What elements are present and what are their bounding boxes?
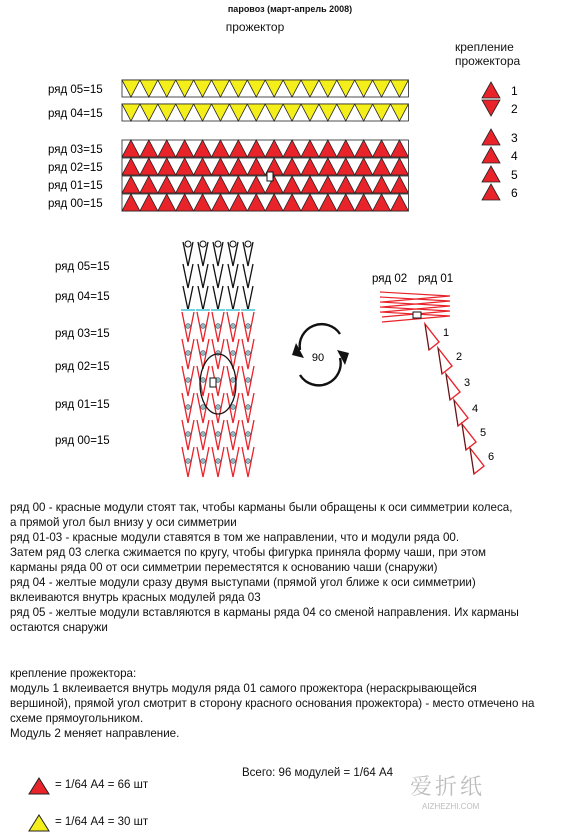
module-column (241, 241, 255, 477)
strip-marker-rectangle (267, 172, 273, 181)
description-line: вклеиваются внутрь красных модулей ряда 03 (10, 591, 261, 604)
fixing-item-label: 2 (511, 102, 518, 116)
yellow-module-outline (243, 286, 253, 310)
assembly-row-label: ряд 02=15 (55, 361, 110, 373)
assembly-row-labels (55, 261, 110, 447)
assembly-row-label: ряд 03=15 (55, 328, 110, 340)
assembly-row-label: ряд 05=15 (55, 261, 110, 273)
fixing-text-line: модуль 1 вклеивается внутрь модуля ряда 01 самого прожектора (нераскрывающейся (10, 682, 477, 695)
strip-row-label: ряд 03=15 (48, 144, 103, 156)
fixing-item-label: 3 (511, 131, 518, 145)
fixing-text (10, 666, 575, 741)
yellow-module-outline (213, 264, 223, 288)
legend-yellow-triangle-icon (28, 814, 50, 832)
strip-row (122, 176, 408, 193)
yellow-module-outline (183, 286, 193, 310)
side-marker-rectangle (413, 312, 421, 318)
side-label-row01: ряд 01 (418, 273, 454, 285)
yellow-module-outline (198, 242, 208, 266)
description-line: остаются снаружи (10, 621, 108, 634)
yellow-module-outline (228, 242, 238, 266)
fixing-title: крепление прожектора (455, 40, 521, 68)
strip-row (122, 104, 408, 121)
legend-red-triangle-icon (28, 777, 50, 795)
marked-module-rectangle (210, 378, 216, 387)
legend-total: Всего: 96 модулей = 1/64 А4 (242, 767, 394, 779)
strip-row (122, 158, 408, 175)
strip-row-label: ряд 00=15 (48, 198, 103, 210)
module-column (211, 241, 225, 477)
side-label-row02: ряд 02 (372, 273, 408, 285)
description-line: ряд 01-03 - красные модули ставятся в том же направлении, что и модули ряда 00. (10, 531, 460, 544)
strip-row (122, 194, 408, 211)
fixing-text-line: Модуль 2 меняет направление. (10, 727, 180, 740)
watermark-logo: 爱折纸 (410, 774, 486, 799)
chain-number: 5 (480, 427, 487, 439)
yellow-module-outline (243, 242, 253, 266)
description-line: а прямой угол был внизу у оси симметрии (10, 516, 237, 529)
fixing-text-line: схеме прямоугольником. (10, 712, 144, 725)
fixing-module-icon (482, 82, 500, 98)
assembly-row-label: ряд 00=15 (55, 435, 110, 447)
strip-row-label: ряд 02=15 (48, 162, 103, 174)
chain-number: 2 (456, 351, 463, 363)
assembly-diagram (0, 230, 580, 490)
strip-row (122, 140, 408, 157)
yellow-module-outline (243, 264, 253, 288)
yellow-module-outline (213, 242, 223, 266)
strip-row-label: ряд 05=15 (48, 84, 103, 96)
fixing-text-line: вершиной), прямой угол смотрит в сторону красного основания прожектора) - место отмечено на (10, 697, 535, 710)
description-line: Затем ряд 03 слегка сжимается по кругу, чтобы фигурка приняла форму чаши, при этом (10, 546, 486, 559)
rotation-icon (292, 324, 349, 385)
fixing-module-icon (482, 100, 500, 116)
diagram-subtitle: прожектор (225, 20, 285, 34)
chain-number: 6 (488, 451, 495, 463)
watermark-url: AIZHEZHI.COM (422, 802, 480, 811)
fixing-chain-view (380, 292, 494, 474)
assembly-row-label: ряд 01=15 (55, 399, 110, 411)
fixing-module-icon (482, 147, 500, 163)
module-column (181, 241, 195, 477)
fixing-module-icon (482, 129, 500, 145)
description-line: ряд 05 - желтые модули вставляются в карманы ряда 04 со сменой направления. Их карманы (10, 606, 519, 619)
chain-number: 1 (443, 327, 450, 339)
rotation-label: 90 (311, 352, 325, 364)
fixing-triangles (482, 82, 518, 200)
fixing-item-label: 6 (511, 186, 518, 200)
fixing-item-label: 4 (511, 149, 518, 163)
strip-row (122, 80, 408, 97)
strip-diagram (0, 0, 580, 230)
description-line: ряд 04 - желтые модули сразу двумя выступами (прямой угол ближе к оси симметрии) (10, 576, 476, 589)
fixing-item-label: 1 (511, 84, 518, 98)
legend-red: = 1/64 А4 = 66 шт (55, 779, 149, 791)
yellow-module-outline (183, 242, 193, 266)
yellow-module-outline (228, 286, 238, 310)
strip-row-label: ряд 01=15 (48, 180, 103, 192)
yellow-module-outline (198, 286, 208, 310)
assembly-row-label: ряд 04=15 (55, 291, 110, 303)
strip-labels (48, 84, 103, 210)
strip-row-label: ряд 04=15 (48, 108, 103, 120)
description-text (10, 500, 575, 635)
fixing-module-icon (482, 184, 500, 200)
legend-yellow: = 1/64 А4 = 30 шт (55, 816, 149, 828)
diagram-title: паровоз (март-апрель 2008) (227, 4, 353, 14)
assembly-modules (181, 241, 255, 477)
fixing-module-icon (482, 166, 500, 182)
fixing-item-label: 5 (511, 168, 518, 182)
chain-number: 4 (472, 403, 479, 415)
description-line: карманы ряда 00 от оси симметрии переместятся к основанию чаши (снаружи) (10, 561, 438, 574)
chain-number: 3 (464, 377, 471, 389)
yellow-module-outline (198, 264, 208, 288)
fixing-text-line: крепление прожектора: (10, 667, 137, 680)
yellow-module-outline (213, 286, 223, 310)
yellow-module-outline (183, 264, 193, 288)
triangle-strips (122, 80, 408, 211)
description-line: ряд 00 - красные модули стоят так, чтобы карманы были обращены к оси симметрии колеса, (10, 501, 513, 514)
yellow-module-outline (228, 264, 238, 288)
